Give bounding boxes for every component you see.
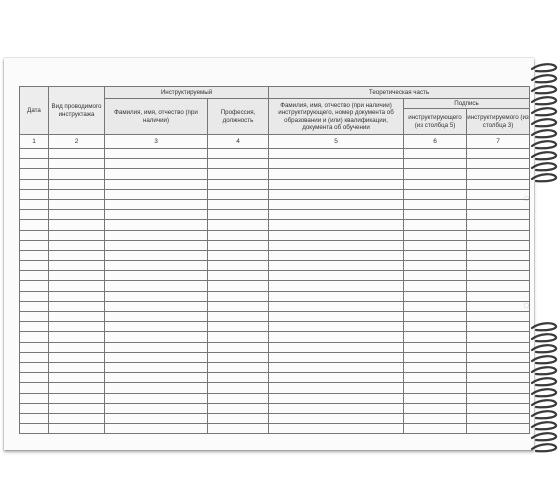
journal-cell[interactable]	[404, 413, 467, 423]
journal-cell[interactable]	[20, 332, 49, 342]
journal-cell[interactable]	[208, 362, 269, 372]
journal-cell[interactable]	[105, 342, 208, 352]
journal-cell[interactable]	[208, 230, 269, 240]
journal-cell[interactable]	[20, 230, 49, 240]
journal-cell[interactable]	[467, 281, 530, 291]
journal-cell[interactable]	[49, 210, 105, 220]
journal-cell[interactable]	[49, 261, 105, 271]
journal-row	[20, 373, 530, 383]
journal-cell[interactable]	[208, 261, 269, 271]
journal-cell[interactable]	[269, 149, 404, 159]
journal-cell[interactable]	[49, 403, 105, 413]
journal-cell[interactable]	[208, 352, 269, 362]
journal-cell[interactable]	[105, 393, 208, 403]
column-number: 7	[467, 135, 530, 149]
spiral-coil	[532, 323, 556, 330]
header-instructed-group: Инструктируемый	[105, 87, 269, 99]
journal-cell[interactable]	[20, 413, 49, 423]
journal-row	[20, 342, 530, 352]
journal-cell[interactable]	[404, 210, 467, 220]
journal-cell[interactable]	[105, 413, 208, 423]
journal-cell[interactable]	[105, 250, 208, 260]
spiral-coil	[532, 400, 556, 407]
spiral-coil	[532, 367, 556, 374]
journal-cell[interactable]	[20, 199, 49, 209]
journal-cell[interactable]	[105, 281, 208, 291]
journal-cell[interactable]	[49, 352, 105, 362]
journal-cell[interactable]	[208, 413, 269, 423]
journal-cell[interactable]	[49, 383, 105, 393]
journal-cell[interactable]	[404, 189, 467, 199]
journal-cell[interactable]	[208, 189, 269, 199]
journal-cell[interactable]	[105, 383, 208, 393]
journal-cell[interactable]	[105, 362, 208, 372]
journal-cell[interactable]	[208, 220, 269, 230]
journal-cell[interactable]	[208, 250, 269, 260]
journal-cell[interactable]	[404, 179, 467, 189]
journal-cell[interactable]	[105, 230, 208, 240]
journal-cell[interactable]	[49, 159, 105, 169]
journal-cell[interactable]	[467, 271, 530, 281]
journal-cell[interactable]	[105, 261, 208, 271]
journal-row	[20, 413, 530, 423]
journal-cell[interactable]	[49, 301, 105, 311]
journal-row	[20, 352, 530, 362]
journal-cell[interactable]	[20, 169, 49, 179]
journal-cell[interactable]	[105, 271, 208, 281]
journal-cell[interactable]	[49, 149, 105, 159]
journal-cell[interactable]	[269, 291, 404, 301]
header-briefing-type: Вид проводимого инструктажа	[49, 87, 105, 135]
journal-cell[interactable]	[208, 159, 269, 169]
journal-cell[interactable]	[208, 342, 269, 352]
journal-cell[interactable]	[208, 281, 269, 291]
journal-cell[interactable]	[208, 199, 269, 209]
journal-row	[20, 424, 530, 434]
journal-row	[20, 281, 530, 291]
journal-cell[interactable]	[269, 261, 404, 271]
journal-cell[interactable]	[49, 393, 105, 403]
journal-cell[interactable]	[404, 383, 467, 393]
journal-cell[interactable]	[467, 169, 530, 179]
journal-cell[interactable]	[105, 220, 208, 230]
journal-cell[interactable]	[49, 413, 105, 423]
journal-cell[interactable]	[208, 149, 269, 159]
journal-cell[interactable]	[404, 322, 467, 332]
journal-cell[interactable]	[404, 373, 467, 383]
journal-cell[interactable]	[404, 220, 467, 230]
journal-cell[interactable]	[20, 301, 49, 311]
journal-cell[interactable]	[404, 271, 467, 281]
journal-cell[interactable]	[467, 312, 530, 322]
journal-cell[interactable]	[208, 291, 269, 301]
journal-cell[interactable]	[105, 210, 208, 220]
journal-cell[interactable]	[404, 230, 467, 240]
journal-cell[interactable]	[467, 332, 530, 342]
journal-cell[interactable]	[269, 199, 404, 209]
journal-cell[interactable]	[467, 383, 530, 393]
spiral-coil	[532, 389, 556, 396]
journal-cell[interactable]	[467, 342, 530, 352]
journal-cell[interactable]	[208, 393, 269, 403]
spiral-coil	[532, 119, 556, 126]
journal-cell[interactable]	[467, 393, 530, 403]
journal-cell[interactable]	[208, 271, 269, 281]
journal-row	[20, 199, 530, 209]
journal-cell[interactable]	[105, 403, 208, 413]
journal-cell[interactable]	[105, 424, 208, 434]
journal-cell[interactable]	[404, 393, 467, 403]
journal-cell[interactable]	[404, 301, 467, 311]
journal-cell[interactable]	[49, 291, 105, 301]
journal-cell[interactable]	[467, 291, 530, 301]
header-full-name: Фамилия, имя, отчество (при наличии)	[105, 99, 208, 135]
journal-cell[interactable]	[269, 312, 404, 322]
header-instructor-signature: инструктирующего (из столбца 5)	[404, 109, 467, 135]
journal-row	[20, 383, 530, 393]
spiral-coil	[532, 75, 556, 82]
journal-cell[interactable]	[49, 424, 105, 434]
journal-cell[interactable]	[404, 149, 467, 159]
spiral-coil	[532, 163, 556, 170]
spiral-coil	[532, 86, 556, 93]
journal-row	[20, 261, 530, 271]
journal-cell[interactable]	[49, 230, 105, 240]
spiral-coil	[532, 378, 556, 385]
journal-cell[interactable]	[404, 424, 467, 434]
journal-cell[interactable]	[208, 179, 269, 189]
journal-cell[interactable]	[467, 403, 530, 413]
journal-cell[interactable]	[269, 169, 404, 179]
journal-cell[interactable]	[105, 179, 208, 189]
header-date: Дата	[20, 87, 49, 135]
column-number: 1	[20, 135, 49, 149]
journal-cell[interactable]	[404, 159, 467, 169]
journal-cell[interactable]	[49, 169, 105, 179]
journal-cell[interactable]	[467, 149, 530, 159]
journal-cell[interactable]	[467, 240, 530, 250]
spiral-coil	[532, 97, 556, 104]
journal-cell[interactable]	[269, 332, 404, 342]
journal-cell[interactable]	[49, 220, 105, 230]
spiral-binding	[530, 0, 560, 504]
header-theory-group: Теоретическая часть	[269, 87, 530, 99]
journal-cell[interactable]	[467, 362, 530, 372]
journal-cell[interactable]	[269, 393, 404, 403]
journal-cell[interactable]	[20, 342, 49, 352]
journal-cell[interactable]	[105, 322, 208, 332]
journal-cell[interactable]	[404, 403, 467, 413]
journal-cell[interactable]	[404, 261, 467, 271]
journal-cell[interactable]	[20, 373, 49, 383]
journal-cell[interactable]	[208, 322, 269, 332]
journal-cell[interactable]	[20, 403, 49, 413]
journal-cell[interactable]	[208, 373, 269, 383]
journal-cell[interactable]	[20, 312, 49, 322]
column-number: 6	[404, 135, 467, 149]
journal-page	[4, 58, 534, 450]
journal-cell[interactable]	[269, 342, 404, 352]
journal-row	[20, 240, 530, 250]
spiral-coil	[532, 152, 556, 159]
column-number-row	[20, 135, 530, 149]
journal-cell[interactable]	[20, 159, 49, 169]
journal-row	[20, 291, 530, 301]
journal-cell[interactable]	[49, 342, 105, 352]
journal-row	[20, 149, 530, 159]
column-number: 4	[208, 135, 269, 149]
column-number: 5	[269, 135, 404, 149]
header-instructed-signature: инструктируемого (из столбца 3)	[467, 109, 530, 135]
journal-cell[interactable]	[208, 210, 269, 220]
spiral-coil	[532, 64, 556, 71]
journal-cell[interactable]	[404, 250, 467, 260]
spiral-coil	[532, 356, 556, 363]
journal-row	[20, 393, 530, 403]
journal-row	[20, 230, 530, 240]
journal-cell[interactable]	[208, 383, 269, 393]
briefing-journal-table	[19, 86, 530, 434]
spiral-coil	[532, 141, 556, 148]
journal-cell[interactable]	[49, 322, 105, 332]
journal-cell[interactable]	[208, 332, 269, 342]
journal-cell[interactable]	[269, 240, 404, 250]
journal-cell[interactable]	[269, 322, 404, 332]
journal-cell[interactable]	[404, 240, 467, 250]
journal-cell[interactable]	[467, 352, 530, 362]
journal-row	[20, 312, 530, 322]
journal-cell[interactable]	[467, 373, 530, 383]
spiral-coil	[532, 433, 556, 440]
journal-cell[interactable]	[269, 210, 404, 220]
journal-cell[interactable]	[467, 301, 530, 311]
journal-cell[interactable]	[467, 322, 530, 332]
column-number: 2	[49, 135, 105, 149]
journal-cell[interactable]	[269, 230, 404, 240]
journal-cell[interactable]	[105, 332, 208, 342]
journal-cell[interactable]	[269, 403, 404, 413]
journal-cell[interactable]	[404, 352, 467, 362]
journal-cell[interactable]	[49, 199, 105, 209]
journal-cell[interactable]	[49, 312, 105, 322]
journal-cell[interactable]	[467, 220, 530, 230]
journal-cell[interactable]	[404, 332, 467, 342]
journal-cell[interactable]	[20, 271, 49, 281]
journal-cell[interactable]	[467, 179, 530, 189]
journal-row	[20, 322, 530, 332]
journal-cell[interactable]	[105, 373, 208, 383]
journal-cell[interactable]	[105, 291, 208, 301]
spiral-coil	[532, 130, 556, 137]
journal-cell[interactable]	[105, 159, 208, 169]
journal-row	[20, 189, 530, 199]
journal-cell[interactable]	[105, 240, 208, 250]
journal-cell[interactable]	[467, 413, 530, 423]
journal-cell[interactable]	[20, 189, 49, 199]
journal-cell[interactable]	[105, 352, 208, 362]
journal-cell[interactable]	[49, 250, 105, 260]
journal-cell[interactable]	[105, 199, 208, 209]
journal-cell[interactable]	[467, 424, 530, 434]
journal-cell[interactable]	[20, 240, 49, 250]
journal-cell[interactable]	[20, 149, 49, 159]
journal-cell[interactable]	[269, 301, 404, 311]
journal-row	[20, 301, 530, 311]
journal-cell[interactable]	[269, 352, 404, 362]
journal-cell[interactable]	[467, 250, 530, 260]
journal-cell[interactable]	[269, 373, 404, 383]
spiral-coil	[532, 334, 556, 341]
journal-cell[interactable]	[208, 169, 269, 179]
column-number: 3	[105, 135, 208, 149]
journal-cell[interactable]	[404, 291, 467, 301]
journal-cell[interactable]	[49, 332, 105, 342]
journal-cell[interactable]	[269, 250, 404, 260]
journal-cell[interactable]	[105, 312, 208, 322]
journal-cell[interactable]	[20, 281, 49, 291]
journal-row	[20, 179, 530, 189]
journal-cell[interactable]	[269, 362, 404, 372]
journal-cell[interactable]	[208, 312, 269, 322]
spiral-coil	[532, 174, 556, 181]
journal-cell[interactable]	[20, 220, 49, 230]
journal-cell[interactable]	[208, 240, 269, 250]
journal-cell[interactable]	[467, 159, 530, 169]
journal-cell[interactable]	[20, 250, 49, 260]
journal-cell[interactable]	[269, 271, 404, 281]
journal-cell[interactable]	[404, 199, 467, 209]
journal-cell[interactable]	[20, 291, 49, 301]
spiral-coil	[532, 108, 556, 115]
journal-cell[interactable]	[269, 413, 404, 423]
journal-cell[interactable]	[467, 210, 530, 220]
journal-cell[interactable]	[105, 301, 208, 311]
header-instructor-details: Фамилия, имя, отчество (при наличии) инструктирующего, номер документа об образовании и (или) квалификации, документа об обучении	[269, 99, 404, 135]
journal-cell[interactable]	[49, 189, 105, 199]
journal-cell[interactable]	[49, 271, 105, 281]
journal-body	[20, 135, 530, 434]
journal-cell[interactable]	[208, 424, 269, 434]
journal-cell[interactable]	[20, 322, 49, 332]
journal-cell[interactable]	[269, 220, 404, 230]
journal-cell[interactable]	[467, 230, 530, 240]
journal-row	[20, 403, 530, 413]
header-signature-group: Подпись	[404, 99, 530, 109]
journal-cell[interactable]	[20, 210, 49, 220]
journal-cell[interactable]	[105, 189, 208, 199]
journal-row	[20, 210, 530, 220]
journal-cell[interactable]	[404, 342, 467, 352]
journal-cell[interactable]	[269, 159, 404, 169]
journal-cell[interactable]	[20, 424, 49, 434]
journal-row	[20, 159, 530, 169]
spiral-coil	[532, 422, 556, 429]
journal-cell[interactable]	[467, 199, 530, 209]
journal-row	[20, 169, 530, 179]
header-profession: Профессия, должность	[208, 99, 269, 135]
journal-cell[interactable]	[467, 261, 530, 271]
journal-cell[interactable]	[49, 281, 105, 291]
journal-cell[interactable]	[105, 169, 208, 179]
journal-cell[interactable]	[49, 362, 105, 372]
journal-cell[interactable]	[49, 240, 105, 250]
spiral-coil	[532, 345, 556, 352]
journal-cell[interactable]	[20, 393, 49, 403]
journal-cell[interactable]	[269, 424, 404, 434]
journal-cell[interactable]	[20, 383, 49, 393]
journal-cell[interactable]	[20, 179, 49, 189]
spiral-coil	[532, 411, 556, 418]
journal-cell[interactable]	[269, 281, 404, 291]
journal-row	[20, 271, 530, 281]
spiral-coil	[532, 444, 556, 451]
journal-cell[interactable]	[20, 352, 49, 362]
journal-cell[interactable]	[49, 373, 105, 383]
journal-cell[interactable]	[49, 179, 105, 189]
journal-cell[interactable]	[105, 149, 208, 159]
journal-cell[interactable]	[404, 281, 467, 291]
journal-cell[interactable]	[269, 189, 404, 199]
journal-cell[interactable]	[269, 383, 404, 393]
journal-cell[interactable]	[20, 362, 49, 372]
journal-cell[interactable]	[208, 403, 269, 413]
journal-cell[interactable]	[404, 362, 467, 372]
journal-cell[interactable]	[467, 189, 530, 199]
journal-cell[interactable]	[269, 179, 404, 189]
journal-row	[20, 220, 530, 230]
journal-cell[interactable]	[404, 312, 467, 322]
journal-row	[20, 362, 530, 372]
journal-cell[interactable]	[404, 169, 467, 179]
journal-row	[20, 332, 530, 342]
journal-cell[interactable]	[208, 301, 269, 311]
journal-cell[interactable]	[20, 261, 49, 271]
journal-row	[20, 250, 530, 260]
